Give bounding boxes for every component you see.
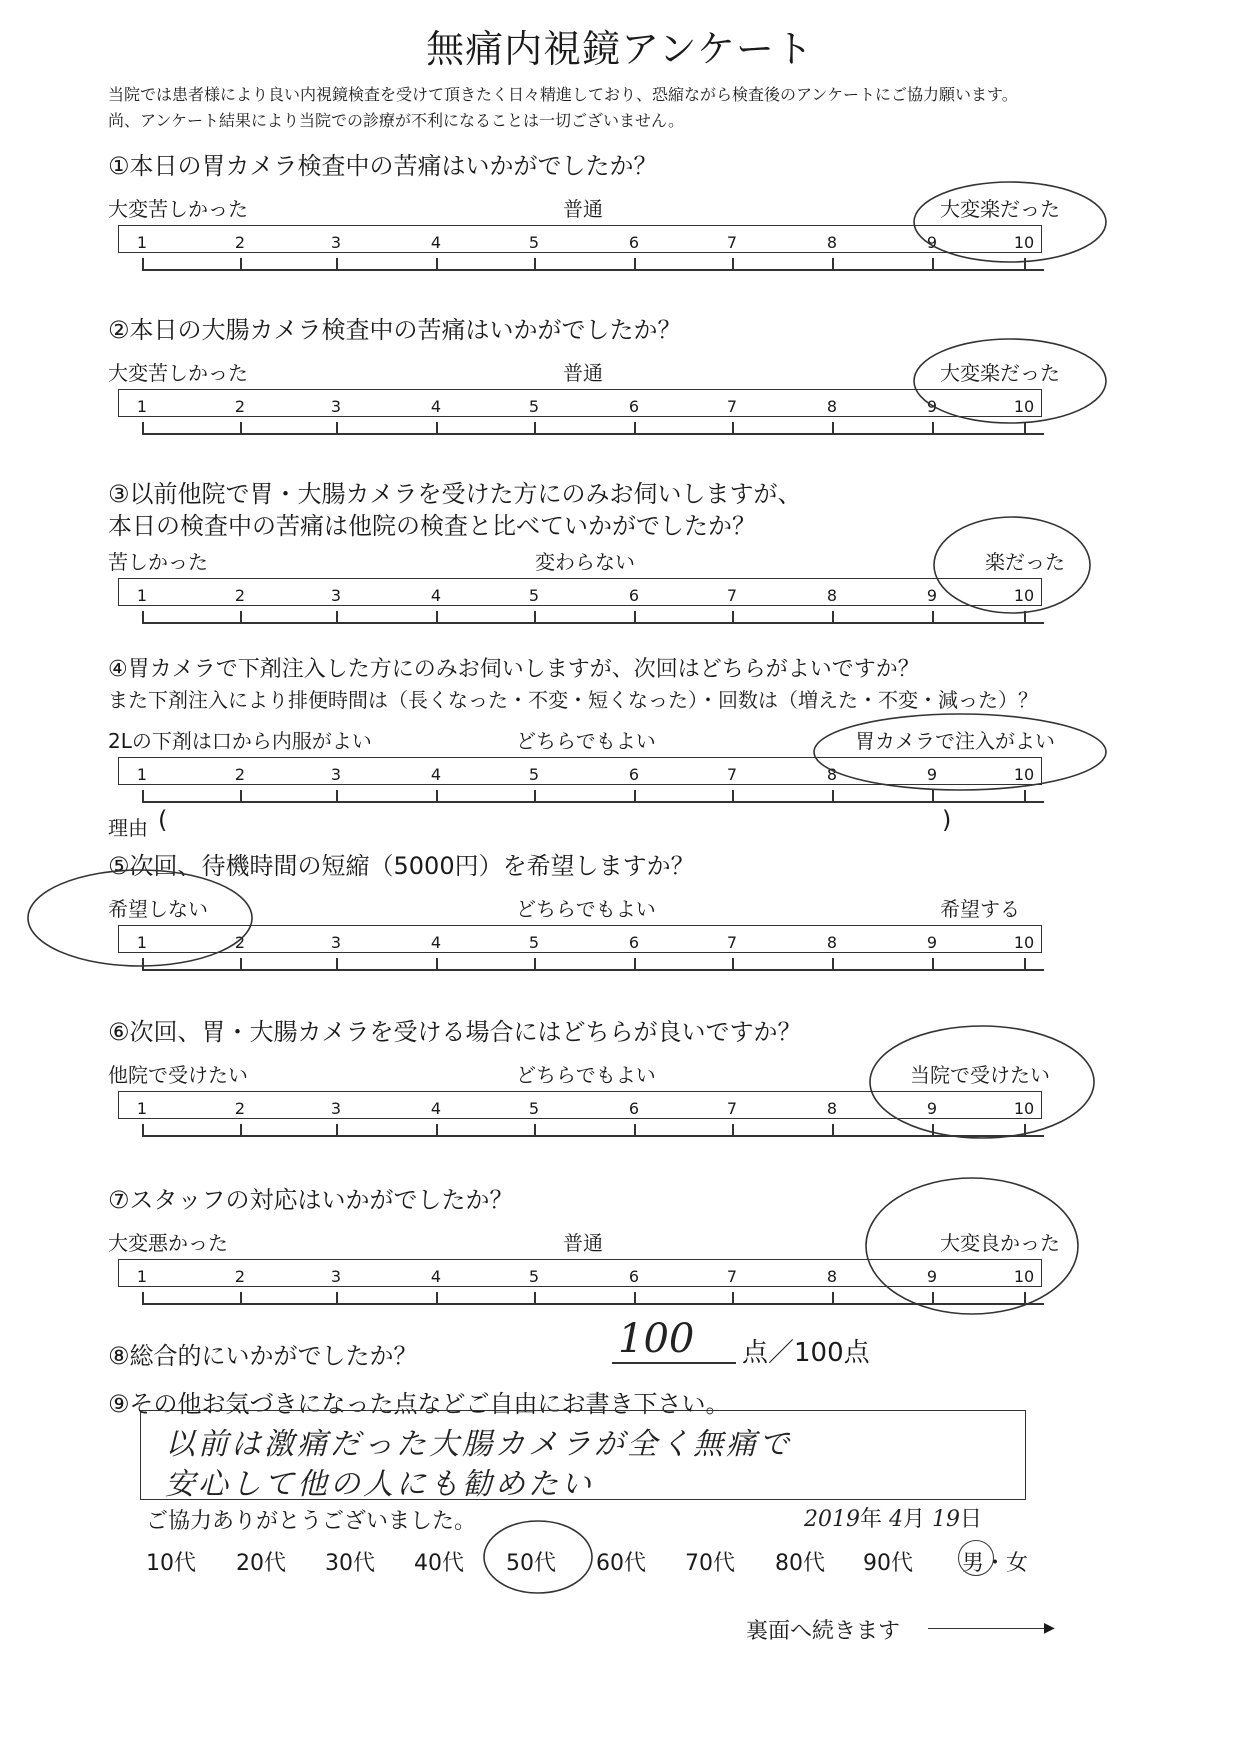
scale-number-10[interactable]: 10 (1013, 397, 1035, 416)
scale-tick (634, 1124, 636, 1136)
question-2-text: ②本日の大腸カメラ検査中の苦痛はいかがでしたか？ (108, 316, 682, 344)
question-3-text-2: 本日の検査中の苦痛は他院の検査と比べていかがでしたか？ (108, 512, 756, 540)
scale-tick (534, 422, 536, 434)
scale-number-2[interactable]: 2 (234, 1099, 246, 1118)
scale-number-5[interactable]: 5 (528, 233, 540, 252)
q5-label-mid: どちらでもよい (516, 897, 656, 921)
scale-number-6[interactable]: 6 (628, 933, 640, 952)
scale-number-1[interactable]: 1 (136, 1099, 148, 1118)
scale-number-2[interactable]: 2 (234, 765, 246, 784)
scale-number-9[interactable]: 9 (926, 933, 938, 952)
question-7-text: ⑦スタッフの対応はいかがでしたか？ (108, 1186, 514, 1214)
scale-tick (634, 958, 636, 970)
overall-score-value: 100 (618, 1316, 695, 1362)
date-month-suffix: 月 (903, 1507, 926, 1532)
scale-number-9[interactable]: 9 (926, 397, 938, 416)
gender-separator: ・ (984, 1551, 1007, 1576)
reason-close-paren: ) (942, 806, 952, 834)
question-1-text: ①本日の胃カメラ検査中の苦痛はいかがでしたか？ (108, 152, 658, 180)
q4-label-mid: どちらでもよい (516, 729, 656, 753)
q2-label-low: 大変苦しかった (108, 361, 248, 385)
scale-tick (832, 258, 834, 270)
survey-date (804, 1502, 982, 1533)
scale-number-6[interactable]: 6 (628, 1099, 640, 1118)
scale-number-2[interactable]: 2 (234, 933, 246, 952)
scale-number-9[interactable]: 9 (926, 1099, 938, 1118)
scale-tick (1024, 611, 1026, 623)
scale-number-10[interactable]: 10 (1013, 765, 1035, 784)
scale-tick (732, 258, 734, 270)
q5-label-high: 希望する (940, 897, 1020, 921)
scale-tick (932, 790, 934, 802)
scale-tick (436, 1292, 438, 1304)
scale-tick (534, 958, 536, 970)
continue-arrow-head-icon: ▶ (1044, 1620, 1055, 1636)
scale-tick (932, 611, 934, 623)
scale-number-7[interactable]: 7 (726, 1267, 738, 1286)
scale-tick (832, 422, 834, 434)
scale-number-8[interactable]: 8 (826, 765, 838, 784)
age-option-20代[interactable]: 20代 (236, 1551, 286, 1576)
scale-tick (436, 958, 438, 970)
scale-frame (118, 757, 1042, 785)
scale-number-3[interactable]: 3 (330, 233, 342, 252)
scale-number-5[interactable]: 5 (528, 765, 540, 784)
scale-number-1[interactable]: 1 (136, 233, 148, 252)
overall-score-suffix: 点／100点 (742, 1338, 870, 1368)
scale-tick (142, 1292, 144, 1304)
scale-tick (932, 1124, 934, 1136)
scale-number-10[interactable]: 10 (1013, 933, 1035, 952)
scale-number-8[interactable]: 8 (826, 233, 838, 252)
overall-score-field[interactable] (612, 1318, 736, 1364)
scale-number-4[interactable]: 4 (430, 233, 442, 252)
age-option-40代[interactable]: 40代 (414, 1551, 464, 1576)
scale-number-3[interactable]: 3 (330, 933, 342, 952)
scale-tick (534, 258, 536, 270)
age-option-30代[interactable]: 30代 (325, 1551, 375, 1576)
scale-tick (240, 790, 242, 802)
scale-frame (118, 1091, 1042, 1119)
gender-male-option[interactable]: 男 (962, 1551, 985, 1576)
rating-scale-q7[interactable] (118, 1259, 1042, 1305)
q4-label-low: 2Lの下剤は口から内服がよい (108, 729, 372, 753)
scale-number-6[interactable]: 6 (628, 1267, 640, 1286)
scale-number-5[interactable]: 5 (528, 933, 540, 952)
scale-tick (634, 1292, 636, 1304)
scale-tick (832, 958, 834, 970)
scale-tick (732, 611, 734, 623)
scale-tick (436, 790, 438, 802)
scale-number-10[interactable]: 10 (1013, 233, 1035, 252)
age-option-10代[interactable]: 10代 (146, 1551, 196, 1576)
scale-number-5[interactable]: 5 (528, 586, 540, 605)
q3-label-high: 楽だった (985, 550, 1065, 574)
gender-selected-circle (958, 1540, 994, 1576)
scale-number-9[interactable]: 9 (926, 233, 938, 252)
date-day-suffix: 日 (960, 1507, 983, 1532)
age-option-60代[interactable]: 60代 (596, 1551, 646, 1576)
scale-number-4[interactable]: 4 (430, 397, 442, 416)
scale-tick (336, 611, 338, 623)
scale-number-7[interactable]: 7 (726, 397, 738, 416)
scale-baseline (142, 433, 1044, 435)
scale-number-5[interactable]: 5 (528, 1267, 540, 1286)
rating-scale-q5[interactable] (118, 925, 1042, 971)
q3-label-low: 苦しかった (108, 550, 208, 574)
scale-tick (932, 1292, 934, 1304)
q7-label-high: 大変良かった (940, 1231, 1060, 1255)
scale-frame (118, 1259, 1042, 1287)
scale-tick (832, 790, 834, 802)
q6-label-high: 当院で受けたい (910, 1063, 1050, 1087)
scale-number-6[interactable]: 6 (628, 233, 640, 252)
scale-tick (336, 1124, 338, 1136)
scale-frame (118, 578, 1042, 606)
reason-label: 理由 (108, 816, 148, 840)
scale-tick (732, 958, 734, 970)
scale-number-9[interactable]: 9 (926, 765, 938, 784)
scale-tick (142, 790, 144, 802)
question-6-text: ⑥次回、胃・大腸カメラを受ける場合にはどちらが良いですか？ (108, 1018, 802, 1046)
q1-label-high: 大変楽だった (940, 197, 1060, 221)
scale-number-8[interactable]: 8 (826, 933, 838, 952)
scale-tick (436, 422, 438, 434)
scale-number-1[interactable]: 1 (136, 933, 148, 952)
scale-tick (142, 611, 144, 623)
question-5-text: ⑤次回、待機時間の短縮（5000円）を希望しますか？ (108, 852, 695, 880)
scale-baseline (142, 1135, 1044, 1137)
scale-number-3[interactable]: 3 (330, 765, 342, 784)
scale-number-6[interactable]: 6 (628, 765, 640, 784)
age-option-90代[interactable]: 90代 (863, 1551, 913, 1576)
continue-note: 裏面へ続きます (746, 1619, 901, 1644)
scale-tick (832, 1292, 834, 1304)
scale-tick (534, 611, 536, 623)
scale-number-9[interactable]: 9 (926, 1267, 938, 1286)
scale-tick (336, 258, 338, 270)
q5-label-low: 希望しない (108, 897, 208, 921)
date-year: 2019 (804, 1507, 860, 1532)
scale-number-8[interactable]: 8 (826, 1099, 838, 1118)
continue-arrow-line (928, 1628, 1048, 1629)
scale-number-5[interactable]: 5 (528, 1099, 540, 1118)
scale-tick (240, 1292, 242, 1304)
rating-scale-q3[interactable] (118, 578, 1042, 624)
intro-line-1: 当院では患者様により良い内視鏡検査を受けて頂きたく日々精進しており、恐縮ながら検査後のアンケートにご協力願います。 (108, 85, 1018, 104)
scale-number-2[interactable]: 2 (234, 233, 246, 252)
rating-scale-q6[interactable] (118, 1091, 1042, 1137)
scale-number-1[interactable]: 1 (136, 765, 148, 784)
question-4-text-2: また下剤注入により排便時間は（長くなった・不変・短くなった）・回数は（増えた・不変・減った）？ (108, 688, 1038, 712)
comment-line-2: 安心して他の人にも勧めたい (165, 1467, 594, 1502)
scale-number-4[interactable]: 4 (430, 765, 442, 784)
scale-number-7[interactable]: 7 (726, 1099, 738, 1118)
scale-tick (436, 258, 438, 270)
q2-label-mid: 普通 (563, 361, 603, 385)
scale-tick (732, 790, 734, 802)
scale-tick (732, 422, 734, 434)
scale-baseline (142, 801, 1044, 803)
scale-number-5[interactable]: 5 (528, 397, 540, 416)
scale-tick (1024, 958, 1026, 970)
comment-line-1: 以前は激痛だった大腸カメラが全く無痛で (165, 1427, 792, 1462)
scale-tick (240, 1124, 242, 1136)
scale-tick (634, 422, 636, 434)
scale-number-4[interactable]: 4 (430, 1099, 442, 1118)
scale-baseline (142, 1303, 1044, 1305)
scale-tick (732, 1124, 734, 1136)
age-option-80代[interactable]: 80代 (775, 1551, 825, 1576)
scale-frame (118, 925, 1042, 953)
scale-tick (240, 258, 242, 270)
scale-tick (142, 422, 144, 434)
scale-tick (1024, 258, 1026, 270)
scale-number-10[interactable]: 10 (1013, 1099, 1035, 1118)
gender-female-option[interactable]: 女 (1006, 1551, 1029, 1576)
scale-tick (932, 422, 934, 434)
age-option-50代[interactable]: 50代 (506, 1551, 556, 1576)
scale-number-2[interactable]: 2 (234, 1267, 246, 1286)
scale-baseline (142, 969, 1044, 971)
question-9-text: ⑨その他お気づきになった点などご自由にお書き下さい。 (108, 1390, 730, 1418)
scale-baseline (142, 269, 1044, 271)
scale-tick (634, 611, 636, 623)
scale-number-3[interactable]: 3 (330, 397, 342, 416)
scale-tick (1024, 790, 1026, 802)
scale-number-7[interactable]: 7 (726, 765, 738, 784)
scale-number-2[interactable]: 2 (234, 397, 246, 416)
rating-scale-q2[interactable] (118, 389, 1042, 435)
scale-number-4[interactable]: 4 (430, 586, 442, 605)
q7-label-low: 大変悪かった (108, 1231, 228, 1255)
scale-tick (142, 1124, 144, 1136)
scale-tick (436, 611, 438, 623)
date-month: 4 (889, 1507, 904, 1532)
reason-open-paren: ( (158, 806, 168, 834)
q1-label-low: 大変苦しかった (108, 197, 248, 221)
scale-tick (534, 790, 536, 802)
scale-tick (336, 422, 338, 434)
q6-label-low: 他院で受けたい (108, 1063, 248, 1087)
scale-tick (634, 258, 636, 270)
scale-number-6[interactable]: 6 (628, 586, 640, 605)
scale-tick (534, 1124, 536, 1136)
date-year-suffix: 年 (860, 1507, 883, 1532)
question-3-text-1: ③以前他院で胃・大腸カメラを受けた方にのみお伺いしますが、 (108, 480, 802, 508)
scale-tick (832, 1124, 834, 1136)
scale-tick (932, 258, 934, 270)
page-title: 無痛内視鏡アンケート (426, 27, 814, 71)
scale-number-1[interactable]: 1 (136, 1267, 148, 1286)
q6-label-mid: どちらでもよい (516, 1063, 656, 1087)
scale-number-3[interactable]: 3 (330, 586, 342, 605)
scale-tick (142, 958, 144, 970)
scale-number-7[interactable]: 7 (726, 233, 738, 252)
q1-label-mid: 普通 (563, 197, 603, 221)
scale-number-3[interactable]: 3 (330, 1099, 342, 1118)
rating-scale-q1[interactable] (118, 225, 1042, 271)
scale-tick (336, 958, 338, 970)
scale-number-9[interactable]: 9 (926, 586, 938, 605)
scale-number-6[interactable]: 6 (628, 397, 640, 416)
scale-number-4[interactable]: 4 (430, 1267, 442, 1286)
scale-number-1[interactable]: 1 (136, 397, 148, 416)
scale-number-8[interactable]: 8 (826, 586, 838, 605)
scale-number-7[interactable]: 7 (726, 933, 738, 952)
comments-box[interactable] (140, 1410, 1026, 1500)
scale-number-3[interactable]: 3 (330, 1267, 342, 1286)
scale-tick (240, 958, 242, 970)
scale-number-10[interactable]: 10 (1013, 1267, 1035, 1286)
scale-number-8[interactable]: 8 (826, 397, 838, 416)
intro-line-2: 尚、アンケート結果により当院での診療が不利になることは一切ございません。 (108, 111, 685, 130)
scale-tick (142, 258, 144, 270)
scale-tick (336, 1292, 338, 1304)
scale-number-2[interactable]: 2 (234, 586, 246, 605)
question-8-text: ⑧総合的にいかがでしたか？ (108, 1342, 418, 1370)
thanks-text: ご協力ありがとうございました。 (146, 1509, 477, 1534)
scale-tick (240, 611, 242, 623)
q2-label-high: 大変楽だった (940, 361, 1060, 385)
scale-number-8[interactable]: 8 (826, 1267, 838, 1286)
scale-tick (336, 790, 338, 802)
scale-baseline (142, 622, 1044, 624)
scale-tick (932, 958, 934, 970)
scale-number-7[interactable]: 7 (726, 586, 738, 605)
scale-frame (118, 225, 1042, 253)
q4-label-high: 胃カメラで注入がよい (855, 729, 1055, 753)
scale-tick (1024, 1124, 1026, 1136)
scale-tick (240, 422, 242, 434)
scale-tick (436, 1124, 438, 1136)
date-day: 19 (932, 1507, 961, 1532)
scale-number-4[interactable]: 4 (430, 933, 442, 952)
scale-tick (832, 611, 834, 623)
question-4-text-1: ④胃カメラで下剤注入した方にのみお伺いしますが、次回はどちらがよいですか？ (108, 657, 920, 682)
scale-number-10[interactable]: 10 (1013, 586, 1035, 605)
scale-frame (118, 389, 1042, 417)
age-option-70代[interactable]: 70代 (685, 1551, 735, 1576)
rating-scale-q4[interactable] (118, 757, 1042, 803)
scale-tick (732, 1292, 734, 1304)
scale-tick (634, 790, 636, 802)
scale-number-1[interactable]: 1 (136, 586, 148, 605)
scale-tick (534, 1292, 536, 1304)
q3-label-mid: 変わらない (535, 550, 635, 574)
scale-tick (1024, 422, 1026, 434)
scale-tick (1024, 1292, 1026, 1304)
q7-label-mid: 普通 (563, 1231, 603, 1255)
